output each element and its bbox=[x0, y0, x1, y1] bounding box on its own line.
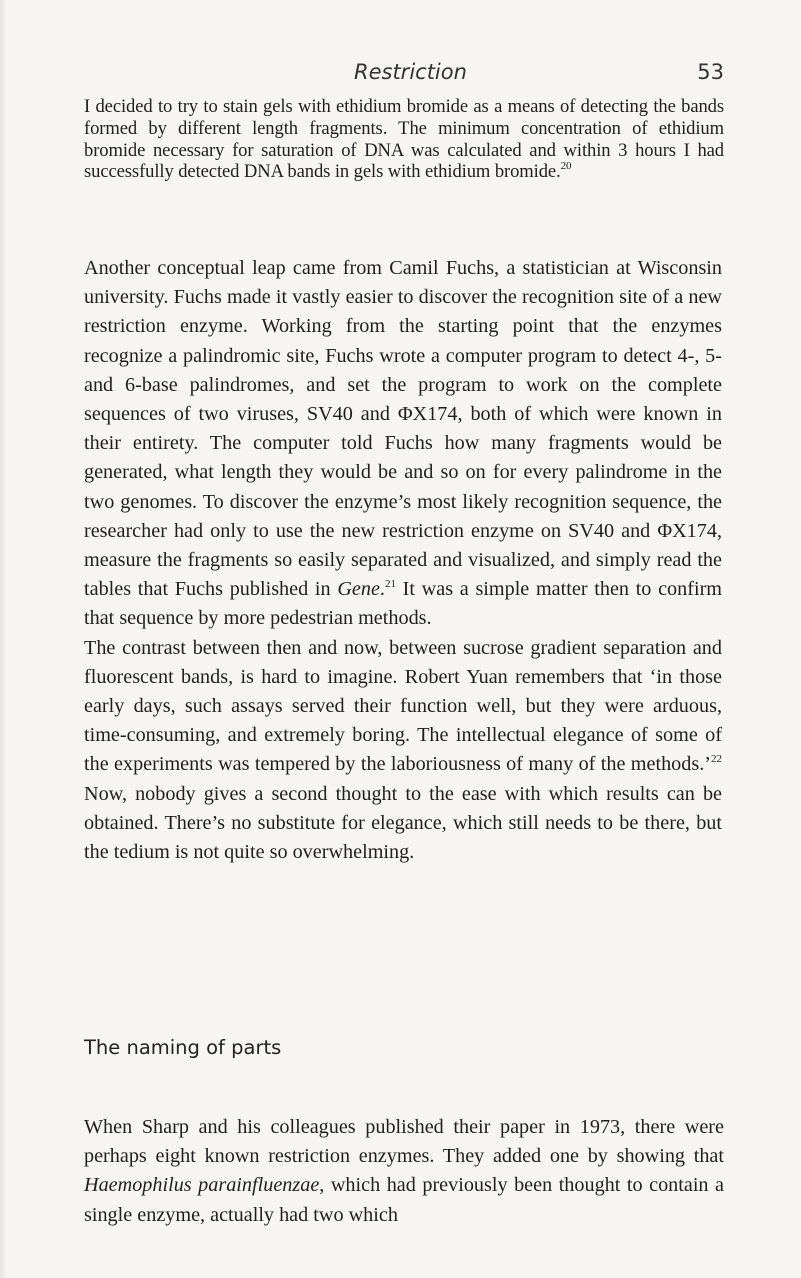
paragraph-sharp-text-b: , which had previously been thought to contain a single enzyme, actually had two which bbox=[84, 1174, 724, 1226]
paragraph-sharp-text-a: When Sharp and his colleagues published their paper in 1973, there were perhaps eight known restriction enzymes. They added one by showing that bbox=[84, 1116, 724, 1168]
footnote-ref-20: 20 bbox=[560, 160, 572, 173]
footnote-ref-21: 21 bbox=[384, 578, 396, 591]
running-title: Restriction bbox=[354, 60, 467, 84]
page-number: 53 bbox=[697, 60, 724, 84]
running-header bbox=[84, 60, 730, 90]
paragraph-contrast-text-a: The contrast between then and now, between sucrose gradient separation and fluorescent bands, is hard to imagine. Robert Yuan remembers that ‘in those early days, such assays served their function well, but they were arduous, time-consuming, and extremely boring. The intellectual elegance of some of the experiments was tempered by the laboriousness of many of the methods.’ bbox=[84, 636, 722, 776]
species-name: Haemophilus parainfluenzae bbox=[84, 1174, 320, 1197]
paragraph-fuchs-text-b: . bbox=[379, 578, 385, 601]
paragraph-fuchs-text-c: It was a simple matter then to confirm that sequence by more pedestrian methods. bbox=[84, 578, 723, 630]
quote-text: I decided to try to stain gels with ethidium bromide as a means of detecting the bands formed by different length fragments. The minimum concentration of ethidium bromide necessary for saturation of DNA was calculated and within 3 hours I had successfully detected DNA bands in gels with ethidium bromide. bbox=[84, 96, 724, 183]
page-edge-shadow bbox=[0, 0, 6, 1278]
body-text-section bbox=[84, 1113, 724, 1230]
footnote-ref-22: 22 bbox=[711, 753, 722, 766]
block-quote bbox=[84, 96, 724, 183]
section-heading: The naming of parts bbox=[84, 1036, 282, 1059]
paragraph-contrast bbox=[84, 634, 722, 868]
paragraph-contrast-text-b: Now, nobody gives a second thought to the ease with which results can be obtained. There’s no substitute for elegance, which still needs to be there, but the tedium is not quite so overwhelming. bbox=[84, 782, 722, 864]
body-text bbox=[84, 254, 722, 867]
paragraph-sharp bbox=[84, 1113, 724, 1230]
paragraph-fuchs-text-a: Another conceptual leap came from Camil Fuchs, a statistician at Wisconsin university. Fuchs made it vastly easier to discover the recognition site of a new restriction enzyme. Working from the starting point that the enzymes recognize a palindromic site, Fuchs wrote a computer program to detect 4-, 5- and 6-base palindromes, and set the program to work on the complete sequences of two viruses, SV40 and ΦX174, both of which were known in their entirety. The computer told Fuchs how many fragments would be generated, what length they would be and so on for every palindrome in the two genomes. To discover the enzyme’s most likely recognition sequence, the researcher had only to use the new restriction enzyme on SV40 and ΦX174, measure the fragments so easily separated and visualized, and simply read the tables that Fuchs published in bbox=[84, 257, 722, 601]
journal-title: Gene bbox=[337, 578, 380, 601]
paragraph-fuchs bbox=[84, 254, 722, 634]
